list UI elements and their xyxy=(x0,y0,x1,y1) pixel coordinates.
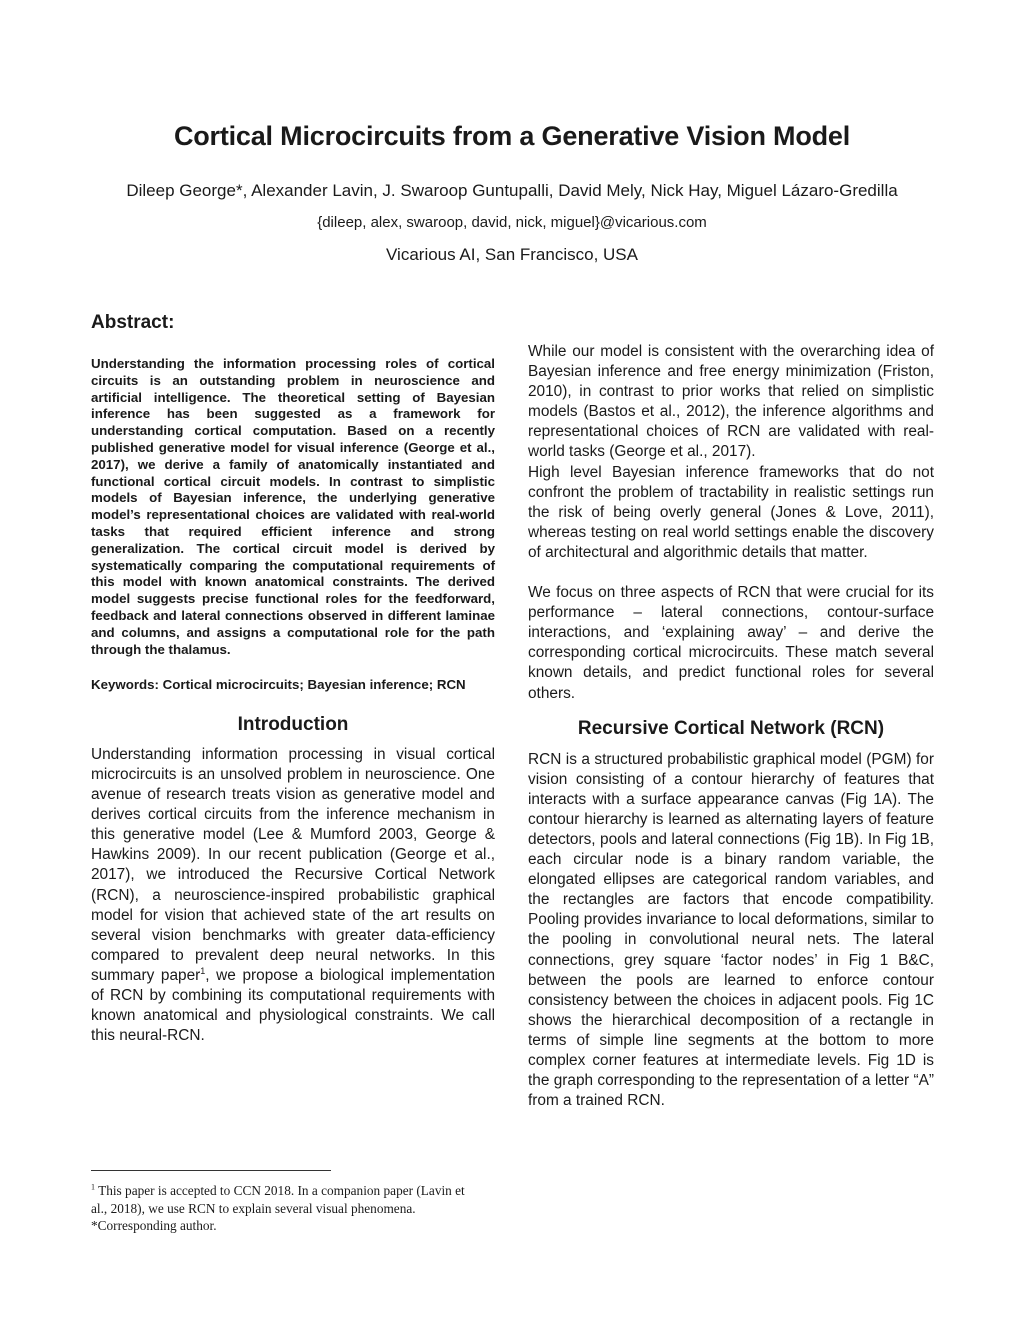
footnote-divider xyxy=(91,1170,331,1171)
author-emails: {dileep, alex, swaroop, david, nick, miguel}@vicarious.com xyxy=(317,214,707,231)
introduction-text-part2: , we propose a biological implementation of RCN by combining its computational requirements with known anatomical and physiological constraints. We call this neural-RCN. xyxy=(91,966,496,1045)
introduction-heading: Introduction xyxy=(237,713,349,735)
paper-title: Cortical Microcircuits from a Generative Vision Model xyxy=(173,121,851,151)
rcn-body: RCN is a structured probabilistic graphical model (PGM) for vision consisting of a contour hierarchy of features that interacts with a surface appearance canvas (Fig 1A). The contour hierarchy is learned as alternating layers of feature detectors, pools and lateral connections (Fig 1B). In Fig 1B, each circular node is a binary random variable, the elongated ellipses are categorical random variables, and the rectangles are factors that encode compatibility. Pooling provides invariance to local deformations, similar to the pooling in convolutional neural nets. The lateral connections, grey square ‘factor nodes’ in Fig 1 B&C, between the pools are learned to enforce contour consistency between the choices in adjacent pools. Fig 1C shows the hierarchical decomposition of a rectangle in terms of simple line segments at the bottom to more complex corner features at intermediate levels. Fig 1D is the graph corresponding to the representation of a letter “A” from a trained RCN. xyxy=(528,750,934,1110)
right-paragraph-2: High level Bayesian inference frameworks that do not confront the problem of tractability in realistic settings run the risk of being overly general (Jones & Love, 2011), whereas testing on real world settings enable the discovery of architectural and algorithmic details that matter. xyxy=(528,463,934,561)
footnote-text xyxy=(91,1182,471,1235)
right-paragraph-3: We focus on three aspects of RCN that were crucial for its performance – lateral connections, contour-surface interactions, and ‘explaining away’ – and derive the corresponding cortical microcircuits. These match several known details, and predict functional roles for several others. xyxy=(528,584,934,702)
right-paragraph-1: While our model is consistent with the overarching idea of Bayesian inference and free energy minimization (Friston, 2010), in contrast to prior works that relied on simplistic models (Bastos et al., 2012), the inference algorithms and representational choices of RCN are validated with real-world tasks (George et al., 2017). xyxy=(528,343,934,461)
affiliation: Vicarious AI, San Francisco, USA xyxy=(386,245,638,264)
right-column xyxy=(528,342,934,1111)
keywords: Keywords: Cortical microcircuits; Bayesian inference; RCN xyxy=(91,677,466,693)
footnote-marker: 1 xyxy=(91,1182,95,1192)
rcn-heading: Recursive Cortical Network (RCN) xyxy=(577,717,885,739)
footnote xyxy=(91,1170,471,1235)
footnote-body: This paper is accepted to CCN 2018. In a companion paper (Lavin et al., 2018), we use RCN to explain several visual phenomena. *Corresponding author. xyxy=(91,1183,465,1233)
abstract-heading: Abstract: xyxy=(91,312,175,333)
introduction-body xyxy=(91,745,495,1046)
introduction-text-part1: Understanding information processing in visual cortical microcircuits is an unsolved problem in neuroscience. One avenue of research treats vision as generative model and derives cortical circuits from the inference mechanism in this generative model (Lee & Mumford 2003, George & Hawkins 2009). In our recent publication (George et al., 2017), we introduced the Recursive Cortical Network (RCN), a neuroscience-inspired probabilistic graphical model for vision that achieved state of the art results on several vision benchmarks with greater data-efficiency compared to prevalent deep neural networks. In this summary paper xyxy=(91,745,495,984)
abstract-body: Understanding the information processing roles of cortical circuits is an outstanding problem in neuroscience and artificial intelligence. The theoretical setting of Bayesian inference has been suggested as a framework for understanding cortical computation. Based on a recently published generative model for visual inference (George et al., 2017), we derive a family of anatomically instantiated and functional cortical circuit models. In contrast to simplistic models of Bayesian inference, the underlying generative model’s representational choices are validated with real-world tasks that required efficient inference and strong generalization. The cortical circuit model is derived by systematically comparing the computational requirements of this model with known anatomical constraints. The derived model suggests precise functional roles for the feedforward, feedback and lateral connections observed in different laminae and columns, and assigns a computational role for the path through the thalamus. xyxy=(91,356,495,657)
author-list: Dileep George*, Alexander Lavin, J. Swaroop Guntupalli, David Mely, Nick Hay, Miguel Lázaro-Gredilla xyxy=(126,181,898,200)
left-column xyxy=(91,310,495,1046)
footnote-reference[interactable]: 1 xyxy=(200,965,206,976)
